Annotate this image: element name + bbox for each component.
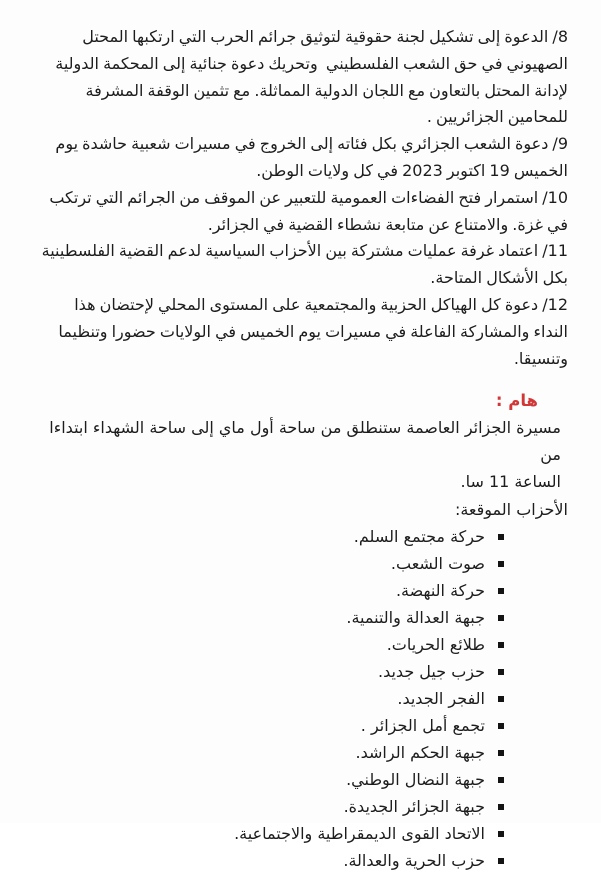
party-list-item — [36, 740, 504, 767]
party-list-item — [36, 632, 504, 659]
party-list-item — [36, 821, 504, 848]
party-list-item — [36, 713, 504, 740]
party-list-item — [36, 551, 504, 578]
square-bullet-icon — [498, 534, 504, 540]
square-bullet-icon — [498, 696, 504, 702]
statement-item-10: 10/ استمرار فتح الفضاءات العمومية للتعبير عن الموقف من الجرائم التي ترتكب في غزة. والامتناع عن متابعة نشطاء القضية في الجزائر. — [45, 187, 568, 234]
party-name: حزب الحرية والعدالة. — [343, 851, 485, 871]
party-name: حركة النهضة. — [395, 581, 485, 601]
important-section — [36, 388, 568, 495]
square-bullet-icon — [498, 669, 504, 675]
party-name: جبهة الجزائر الجديدة. — [343, 797, 485, 817]
party-name: طلائع الحريات. — [386, 635, 485, 655]
march-info-line-2: الساعة 11 سا. — [460, 471, 561, 491]
party-name: الفجر الجديد. — [397, 689, 485, 709]
statement-item-8: 8/ الدعوة إلى تشكيل لجنة حقوقية لتوثيق جرائم الحرب التي ارتكبها المحتل الصهيوني في حق الشعب الفلسطيني وتحريك دعوة جنائية إلى المحكمة الدولية لإدانة المحتل بالتعاون مع اللجان الدولية المماثلة. مع تثمين الوقفة المشرفة للمحامين الجزائريين . — [51, 27, 568, 127]
party-list-item — [36, 848, 504, 875]
parties-list — [36, 524, 568, 875]
party-list-item — [36, 659, 504, 686]
square-bullet-icon — [498, 642, 504, 648]
party-name: الاتحاد القوى الديمقراطية والاجتماعية. — [234, 824, 485, 844]
march-info-line-1: مسيرة الجزائر العاصمة ستنطلق من ساحة أول ماي إلى ساحة الشهداء ابتداءا من — [44, 418, 561, 464]
party-name: صوت الشعب. — [390, 554, 485, 574]
square-bullet-icon — [498, 723, 504, 729]
square-bullet-icon — [498, 615, 504, 621]
party-name: جبهة العدالة والتنمية. — [346, 608, 485, 628]
statement-item-12: 12/ دعوة كل الهياكل الحزبية والمجتمعية على المستوى المحلي لإحتضان هذا النداء والمشاركة الفاعلة في مسيرات يوم الخميس في الولايات حضورا وتنظيما وتنسيقا. — [54, 294, 568, 368]
party-list-item — [36, 605, 504, 632]
square-bullet-icon — [498, 804, 504, 810]
statement-item-9: 9/ دعوة الشعب الجزائري بكل فئاته إلى الخروج في مسيرات شعبية حاشدة يوم الخميس 19 اكتوبر 2023 في كل ولايات الوطن. — [51, 134, 568, 180]
important-heading: هام : — [495, 391, 538, 411]
parties-heading: الأحزاب الموقعة: — [454, 499, 568, 519]
party-list-item — [36, 578, 504, 605]
square-bullet-icon — [498, 831, 504, 837]
square-bullet-icon — [498, 777, 504, 783]
square-bullet-icon — [498, 561, 504, 567]
square-bullet-icon — [498, 858, 504, 864]
party-name: جبهة الحكم الراشد. — [355, 743, 485, 763]
party-list-item — [36, 794, 504, 821]
party-name: حزب جيل جديد. — [377, 662, 485, 682]
party-list-item — [36, 767, 504, 794]
square-bullet-icon — [498, 588, 504, 594]
party-list-item — [36, 686, 504, 713]
party-list-item — [36, 524, 504, 551]
party-name: تجمع أمل الجزائر . — [360, 716, 485, 736]
party-name: جبهة النضال الوطني. — [346, 770, 485, 790]
statement-list — [36, 24, 568, 372]
party-name: حركة مجتمع السلم. — [353, 527, 485, 547]
square-bullet-icon — [498, 750, 504, 756]
statement-item-11: 11/ اعتماد غرفة عمليات مشتركة بين الأحزاب السياسية لدعم القضية الفلسطينية بكل الأشكال المتاحة. — [37, 241, 568, 288]
